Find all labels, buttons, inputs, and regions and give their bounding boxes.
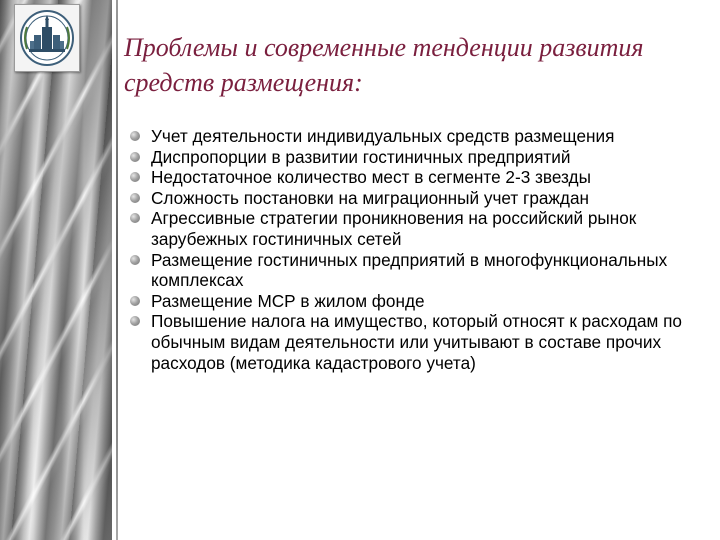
bullet-dot-icon bbox=[130, 316, 140, 326]
bullet-dot-icon bbox=[130, 172, 140, 182]
bullet-item bbox=[128, 311, 708, 373]
bullet-text: Недостаточное количество мест в сегменте 2-3 звезды bbox=[151, 167, 591, 188]
university-building-icon bbox=[15, 5, 79, 71]
bullet-text: Сложность постановки на миграционный учет граждан bbox=[151, 187, 590, 208]
bullet-text: Размещение гостиничных предприятий в многофункциональных комплексах bbox=[151, 249, 668, 291]
bullet-item bbox=[128, 291, 708, 312]
bullet-item bbox=[128, 188, 708, 209]
bullet-item bbox=[128, 167, 708, 188]
bullet-item bbox=[128, 126, 708, 147]
bullet-dot-icon bbox=[130, 131, 140, 141]
bullet-item bbox=[128, 208, 708, 249]
bullet-text: Диспропорции в развитии гостиничных предприятий bbox=[151, 146, 571, 167]
bullet-list bbox=[128, 126, 708, 373]
bullet-dot-icon bbox=[130, 193, 140, 203]
vertical-divider bbox=[116, 0, 118, 540]
bullet-text: Учет деятельности индивидуальных средств размещения bbox=[151, 126, 615, 146]
bullet-text: Агрессивные стратегии проникновения на российский рынок зарубежных гостиничных сетей bbox=[151, 208, 637, 249]
bullet-dot-icon bbox=[130, 296, 140, 306]
slide-title: Проблемы и современные тенденции развития средств размещения: bbox=[124, 33, 644, 97]
bullet-dot-icon bbox=[130, 213, 140, 223]
bullet-dot-icon bbox=[130, 255, 140, 265]
bullet-item bbox=[128, 250, 708, 291]
decorative-side-band bbox=[0, 0, 112, 540]
bullet-dot-icon bbox=[130, 152, 140, 162]
bullet-item bbox=[128, 147, 708, 168]
university-logo bbox=[14, 4, 80, 72]
bullet-text: Повышение налога на имущество, который относят к расходам по обычным видам деятельности или учитывают в составе прочих расходов (методика кадастрового учета) bbox=[151, 311, 682, 373]
bullet-text: Размещение МСР в жилом фонде bbox=[151, 290, 425, 311]
